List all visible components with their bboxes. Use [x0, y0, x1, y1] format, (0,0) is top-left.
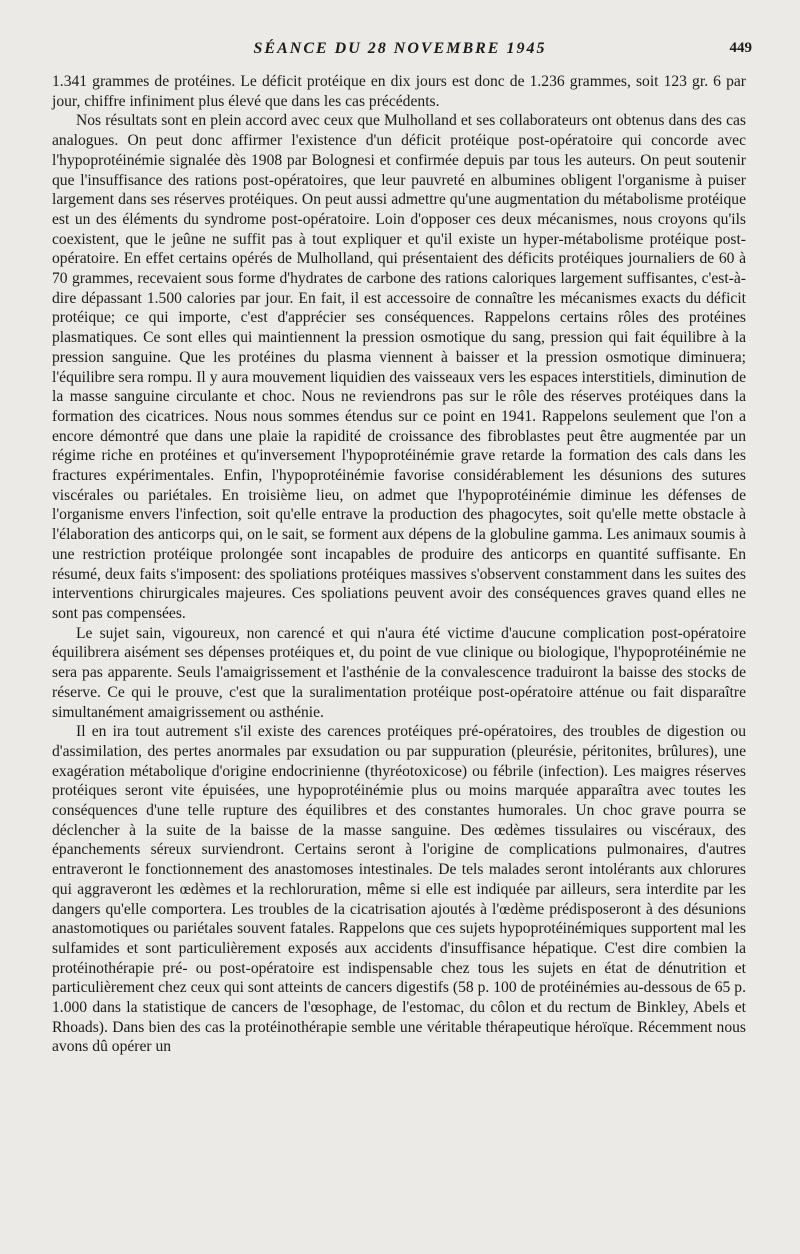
- paragraph-3: Le sujet sain, vigoureux, non carencé et qui n'aura été victime d'aucune complication post-opératoire équilibrera aisément ses dépenses protéiques et, du point de vue clinique ou biologique, l'hypoprotéinémie ne sera pas apparente. Seuls l'amaigrissement et l'asthénie de la convalescence traduiront la baisse des stocks de réserve. Ce qui le prouve, c'est que la suralimentation protéique post-opératoire atténue ou fait disparaître simultanément amaigrissement ou asthénie.: [52, 624, 746, 721]
- body-text: [52, 72, 746, 1057]
- page-header: [56, 36, 752, 66]
- paragraph-4: Il en ira tout autrement s'il existe des carences protéiques pré-opératoires, des troubles de digestion ou d'assimilation, des pertes anormales par exsudation ou par suppuration (pleurésie, péritonites, brûlures), une exagération métabolique d'origine endocrinienne (thyréotoxicose) ou fébrile (infection). Les maigres réserves protéiques seront vite épuisées, une hypoprotéinémie plus ou moins marquée apparaîtra avec toutes les conséquences d'une telle rupture des équilibres et des constantes humorales. Un choc grave pourra se déclencher à la suite de la baisse de la masse sanguine. Des œdèmes tissulaires ou viscéraux, des épanchements séreux surviendront. Certains seront à l'origine de complications pulmonaires, d'autres entraveront le fonctionnement des anastomoses intestinales. De tels malades seront intolérants aux chlorures qui aggraveront les œdèmes et la rechloruration, même si elle est indiquée par ailleurs, sera interdite par les dangers qu'elle comportera. Les troubles de la cicatrisation ajoutés à l'œdème prédisposeront à des désunions anastomotiques ou pariétales souvent fatales. Rappelons que ces sujets hypoprotéinémiques supportent mal les sulfamides et sont particulièrement exposés aux accidents d'insuffisance hépatique. C'est dire combien la protéinothérapie pré- ou post-opératoire est indispensable chez tous les sujets en état de dénutrition et particulièrement chez ceux qui sont atteints de cancers digestifs (58 p. 100 de protéinémies au-dessous de 65 p. 1.000 dans la statistique de cancers de l'œsophage, de l'estomac, du côlon et du rectum de Binkley, Abels et Rhoads). Dans bien des cas la protéinothérapie semble une véritable thérapeutique héroïque. Récemment nous avons dû opérer un: [52, 723, 746, 1056]
- paragraph-2: Nos résultats sont en plein accord avec ceux que Mulholland et ses collaborateurs ont obtenus dans des cas analogues. On peut donc affirmer l'existence d'un déficit protéique post-opératoire qui concorde avec l'hypoprotéinémie signalée dès 1908 par Bolognesi et confirmée depuis par tous les auteurs. On peut soutenir que l'insuffisance des rations post-opératoires, que leur pauvreté en albumines obligent l'organisme à puiser largement dans ses réserves protéiques. On peut aussi admettre qu'une augmentation du métabolisme protéique est un des éléments du syndrome post-opératoire. Loin d'opposer ces deux mécanismes, nous croyons qu'ils coexistent, que le jeûne ne suffit pas à tout expliquer et qu'il existe un hyper-métabolisme protéique post-opératoire. En effet certains opérés de Mulholland, qui présentaient des déficits protéiques journaliers de 60 à 70 grammes, recevaient sous forme d'hydrates de carbone des rations caloriques largement suffisantes, c'est-à-dire dépassant 1.500 calories par jour. En fait, il est accessoire de connaître les mécanismes exacts du déficit protéique; ce qui importe, c'est d'apprécier ses conséquences. Rappelons certains rôles des protéines plasmatiques. Ce sont elles qui maintiennent la pression osmotique du sang, pression qui fait équilibre à la pression sanguine. Que les protéines du plasma viennent à baisser et la pression osmotique diminuera; l'équilibre sera rompu. Il y aura mouvement liquidien des vaisseaux vers les espaces interstitiels, diminution de la masse sanguine circulante et choc. Nous ne reviendrons pas sur le rôle des réserves protéiques dans la formation des cicatrices. Nous nous sommes étendus sur ce point en 1941. Rappelons seulement que l'on a encore démontré que dans une plaie la rapidité de croissance des fibroblastes peut être augmentée par un régime riche en protéines et qu'inversement l'hypoprotéinémie grave retarde la formation des cals dans les fractures expérimentales. Enfin, l'hypoprotéinémie favorise considérablement les désunions des sutures viscérales ou pariétales. En troisième lieu, on admet que l'hypoprotéinémie diminue les défenses de l'organisme envers l'infection, soit qu'elle entrave la production des phagocytes, soit qu'elle mette obstacle à l'élaboration des anticorps qui, on le sait, se forment aux dépens de la globuline gamma. Les animaux soumis à une restriction protéique prolongée sont incapables de produire des anticorps en quantité suffisante. En résumé, deux faits s'imposent: des spoliations protéiques massives s'observent constamment dans les suites des interventions chirurgicales majeures. Ces spoliations peuvent avoir des conséquences graves quand elles ne sont pas compensées.: [52, 112, 746, 622]
- paragraph-1: 1.341 grammes de protéines. Le déficit protéique en dix jours est donc de 1.236 grammes, soit 123 gr. 6 par jour, chiffre infiniment plus élevé que dans les cas précédents.: [52, 73, 746, 110]
- running-title: SÉANCE DU 28 NOVEMBRE 1945: [253, 40, 547, 57]
- page-number: 449: [729, 40, 752, 56]
